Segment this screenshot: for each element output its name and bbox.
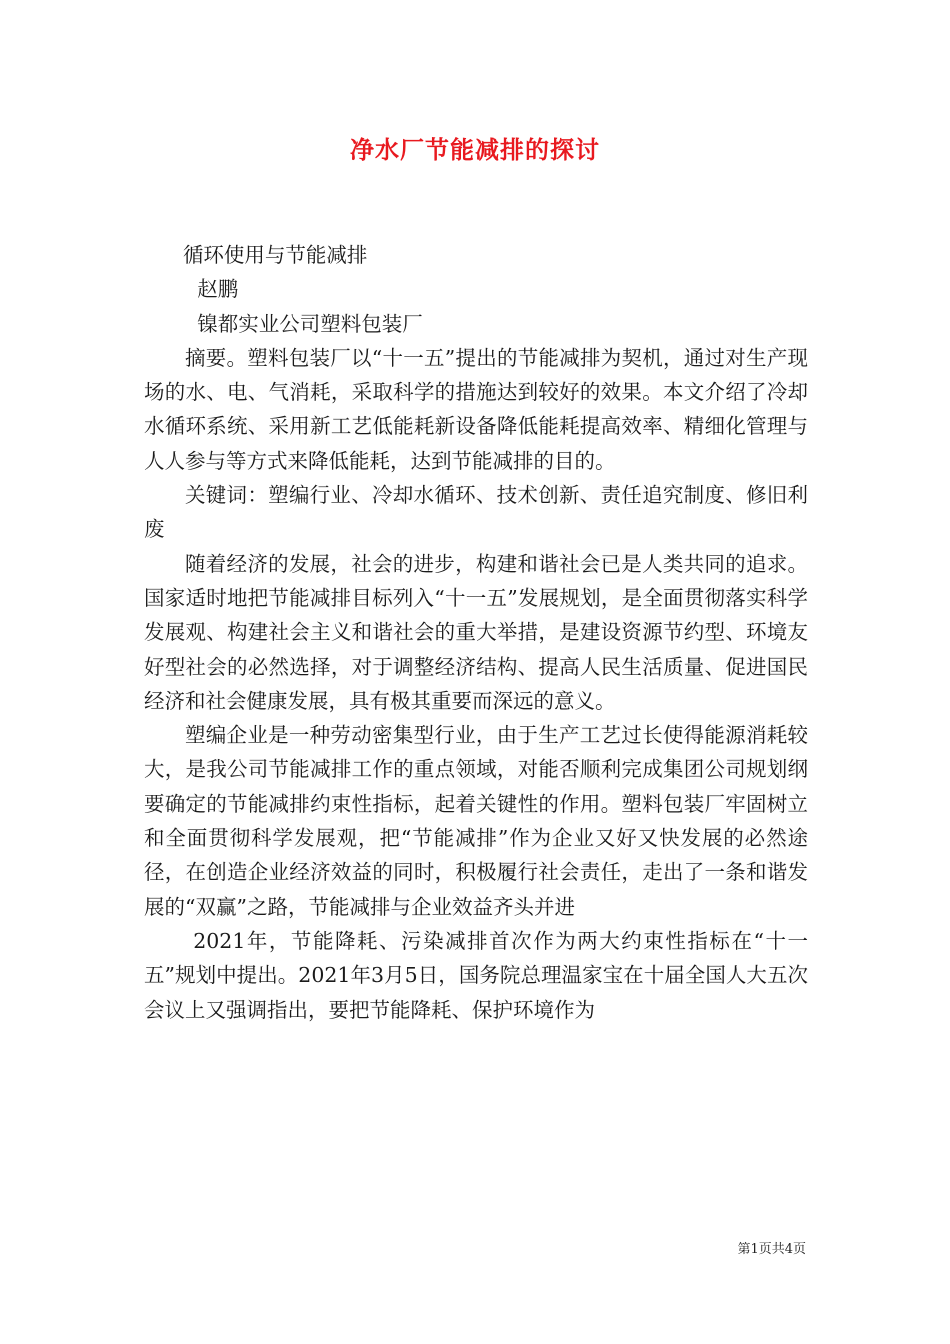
document-title: 净水厂节能减排的探讨 xyxy=(350,135,600,164)
paragraph-subtitle: 循环使用与节能减排 xyxy=(182,243,368,267)
paragraph-author: 赵鹏 xyxy=(197,277,239,302)
paragraph-keywords: 关键词：塑编行业、冷却水循环、技术创新、责任追究制度、修旧利废 xyxy=(144,483,808,542)
page-number: 第1页共4页 xyxy=(737,1242,806,1257)
paragraph-body: 随着经济的发展，社会的进步，构建和谐社会已是人类共同的追求。国家适时地把节能减排目标列入“十一五”发展规划，是全面贯彻落实科学发展观、构建社会主义和谐社会的重大举措，是建设资源节约型、环境友好型社会的必然选择，对于调整经济结构、提高人民生活质量、促进国民经济和社会健康发展，具有极其重要而深远的意义。 xyxy=(144,551,808,713)
paragraph-body: 塑编企业是一种劳动密集型行业，由于生产工艺过长使得能源消耗较大，是我公司节能减排工作的重点领域，对能否顺利完成集团公司规划纲要确定的节能减排约束性指标，起着关键性的作用。塑料包装厂牢固树立和全面贯彻科学发展观，把“节能减排”作为企业又好又快发展的必然途径，在创造企业经济效益的同时，积极履行社会责任，走出了一条和谐发展的“双赢”之路，节能减排与企业效益齐头并进 xyxy=(144,723,808,919)
paragraph-abstract: 摘要。塑料包装厂以“十一五”提出的节能减排为契机，通过对生产现场的水、电、气消耗，采取科学的措施达到较好的效果。本文介绍了冷却水循环系统、采用新工艺低能耗新设备降低能耗提高效率、精细化管理与人人参与等方式来降低能耗，达到节能减排的目的。 xyxy=(144,345,808,473)
paragraph-body: 2021年，节能降耗、污染减排首次作为两大约束性指标在“十一五”规划中提出。2021年3月5日，国务院总理温家宝在十届全国人大五次会议上又强调指出，要把节能降耗、保护环境作为 xyxy=(144,928,808,1022)
paragraph-affiliation: 镍都实业公司塑料包装厂 xyxy=(197,311,423,336)
document-body xyxy=(144,238,808,1027)
